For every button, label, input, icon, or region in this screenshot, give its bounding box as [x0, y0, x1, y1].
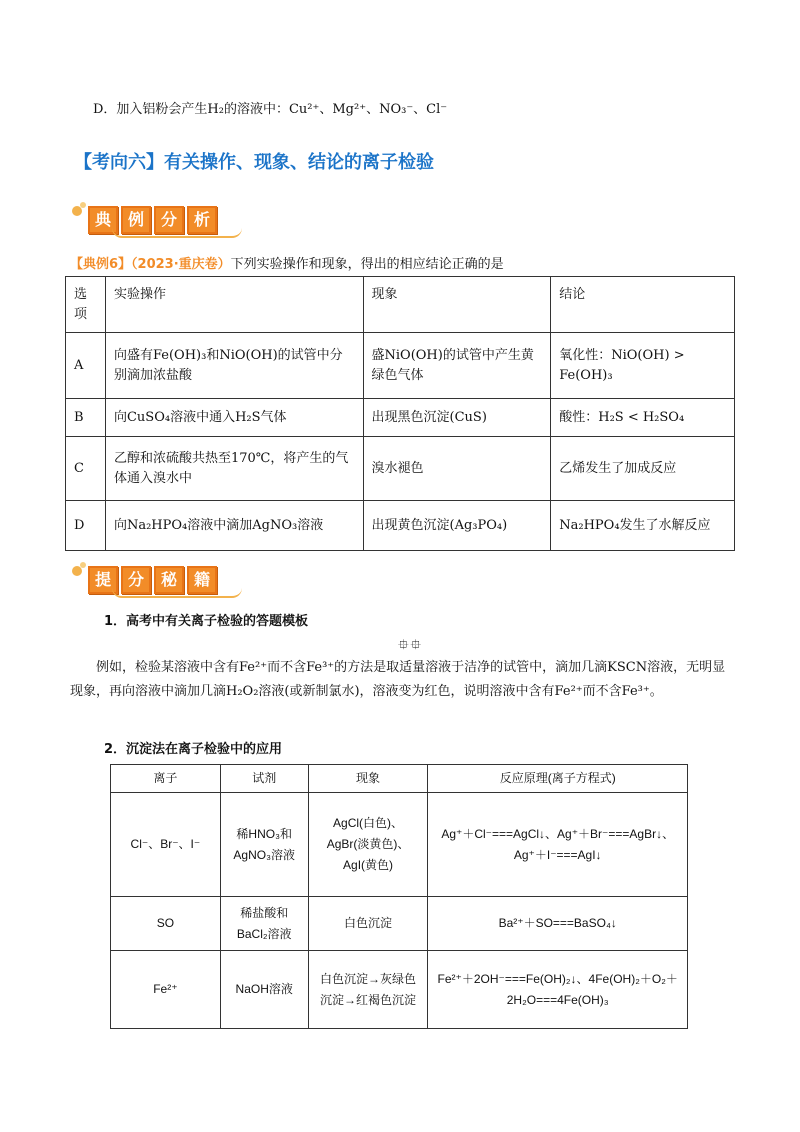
table-header-row — [111, 765, 688, 793]
option-d: D．加入铝粉会产生H₂的溶液中：Cu²⁺、Mg²⁺、NO₃⁻、Cl⁻ — [93, 102, 448, 117]
table-header-cell: 现象 — [308, 765, 428, 793]
table-cell: 向CuSO₄溶液中通入H₂S气体 — [105, 399, 363, 437]
table-cell: 向盛有Fe(OH)₃和NiO(OH)的试管中分别滴加浓盐酸 — [105, 333, 363, 399]
banner-dot-icon — [80, 202, 86, 208]
table-header-cell: 实验操作 — [105, 277, 363, 333]
table-row — [66, 399, 735, 437]
banner-dot-icon — [80, 562, 86, 568]
banner-char: 析 — [187, 206, 217, 234]
table-cell: 乙烯发生了加成反应 — [551, 437, 735, 501]
banner-char: 分 — [121, 566, 151, 594]
example-source: （2023·重庆卷） — [131, 257, 231, 272]
table-cell: 乙醇和浓硫酸共热至170℃，将产生的气体通入溴水中 — [105, 437, 363, 501]
example-banner — [72, 202, 252, 234]
table-row — [111, 793, 688, 897]
table-cell: 酸性：H₂S < H₂SO₄ — [551, 399, 735, 437]
table-cell: C — [66, 437, 106, 501]
table-cell: 出现黄色沉淀(Ag₃PO₄) — [363, 501, 551, 551]
table-cell: 稀HNO₃和AgNO₃溶液 — [220, 793, 308, 897]
banner-char: 提 — [88, 566, 118, 594]
table-header-cell: 选项 — [66, 277, 106, 333]
table-header-cell: 离子 — [111, 765, 221, 793]
double-arrow-icon: ⯐⯐ — [398, 637, 423, 653]
table-row — [111, 951, 688, 1029]
banner-char: 典 — [88, 206, 118, 234]
table-cell: NaOH溶液 — [220, 951, 308, 1029]
heading-template: 1．高考中有关离子检验的答题模板 — [104, 614, 309, 629]
table-header-row — [66, 277, 735, 333]
table-cell: Cl⁻、Br⁻、I⁻ — [111, 793, 221, 897]
table-header-cell: 结论 — [551, 277, 735, 333]
example-tag: 【典例6】 — [70, 257, 132, 272]
table-cell: 向Na₂HPO₄溶液中滴加AgNO₃溶液 — [105, 501, 363, 551]
table-header-cell: 现象 — [363, 277, 551, 333]
table-cell: Ag⁺＋Cl⁻===AgCl↓、Ag⁺＋Br⁻===AgBr↓、Ag⁺＋I⁻===AgI↓ — [428, 793, 688, 897]
table-cell: Na₂HPO₄发生了水解反应 — [551, 501, 735, 551]
banner-char: 分 — [154, 206, 184, 234]
banner-swoosh — [112, 588, 242, 598]
table-cell: SO — [111, 897, 221, 951]
table-cell: Ba²⁺＋SO===BaSO₄↓ — [428, 897, 688, 951]
table-header-cell: 试剂 — [220, 765, 308, 793]
section-title: 【考向六】有关操作、现象、结论的离子检验 — [74, 152, 434, 173]
table-header-cell: 反应原理(离子方程式) — [428, 765, 688, 793]
table-row — [66, 437, 735, 501]
banner-swoosh — [112, 228, 242, 238]
table-row — [111, 897, 688, 951]
heading-precipitation: 2．沉淀法在离子检验中的应用 — [104, 742, 283, 757]
example-question: 下列实验操作和现象，得出的相应结论正确的是 — [230, 257, 504, 272]
table-cell: Fe²⁺＋2OH⁻===Fe(OH)₂↓、4Fe(OH)₂＋O₂＋2H₂O===4Fe(OH)₃ — [428, 951, 688, 1029]
table-cell: 溴水褪色 — [363, 437, 551, 501]
table-cell: 出现黑色沉淀(CuS) — [363, 399, 551, 437]
table-cell: A — [66, 333, 106, 399]
table-row — [66, 501, 735, 551]
table-cell: B — [66, 399, 106, 437]
table-cell: Fe²⁺ — [111, 951, 221, 1029]
table-cell: 氧化性：NiO(OH) > Fe(OH)₃ — [551, 333, 735, 399]
table-row — [66, 333, 735, 399]
table-cell: 稀盐酸和BaCl₂溶液 — [220, 897, 308, 951]
experiment-table — [65, 276, 735, 551]
precipitation-table — [110, 764, 688, 1029]
tips-banner — [72, 562, 252, 594]
banner-char: 籍 — [187, 566, 217, 594]
table-cell: 白色沉淀→灰绿色沉淀→红褐色沉淀 — [308, 951, 428, 1029]
example-line — [70, 253, 504, 272]
table-cell: 盛NiO(OH)的试管中产生黄绿色气体 — [363, 333, 551, 399]
example-paragraph: 例如，检验某溶液中含有Fe²⁺而不含Fe³⁺的方法是取适量溶液于洁净的试管中，滴加几滴KSCN溶液，无明显现象，再向溶液中滴加几滴H₂O₂溶液(或新制氯水)，溶液变为红色，说明溶液中含有Fe²⁺而不含Fe³⁺。 — [70, 660, 726, 699]
table-cell: 白色沉淀 — [308, 897, 428, 951]
table-cell: D — [66, 501, 106, 551]
banner-char: 例 — [121, 206, 151, 234]
table-cell: AgCl(白色)、AgBr(淡黄色)、AgI(黄色) — [308, 793, 428, 897]
banner-char: 秘 — [154, 566, 184, 594]
